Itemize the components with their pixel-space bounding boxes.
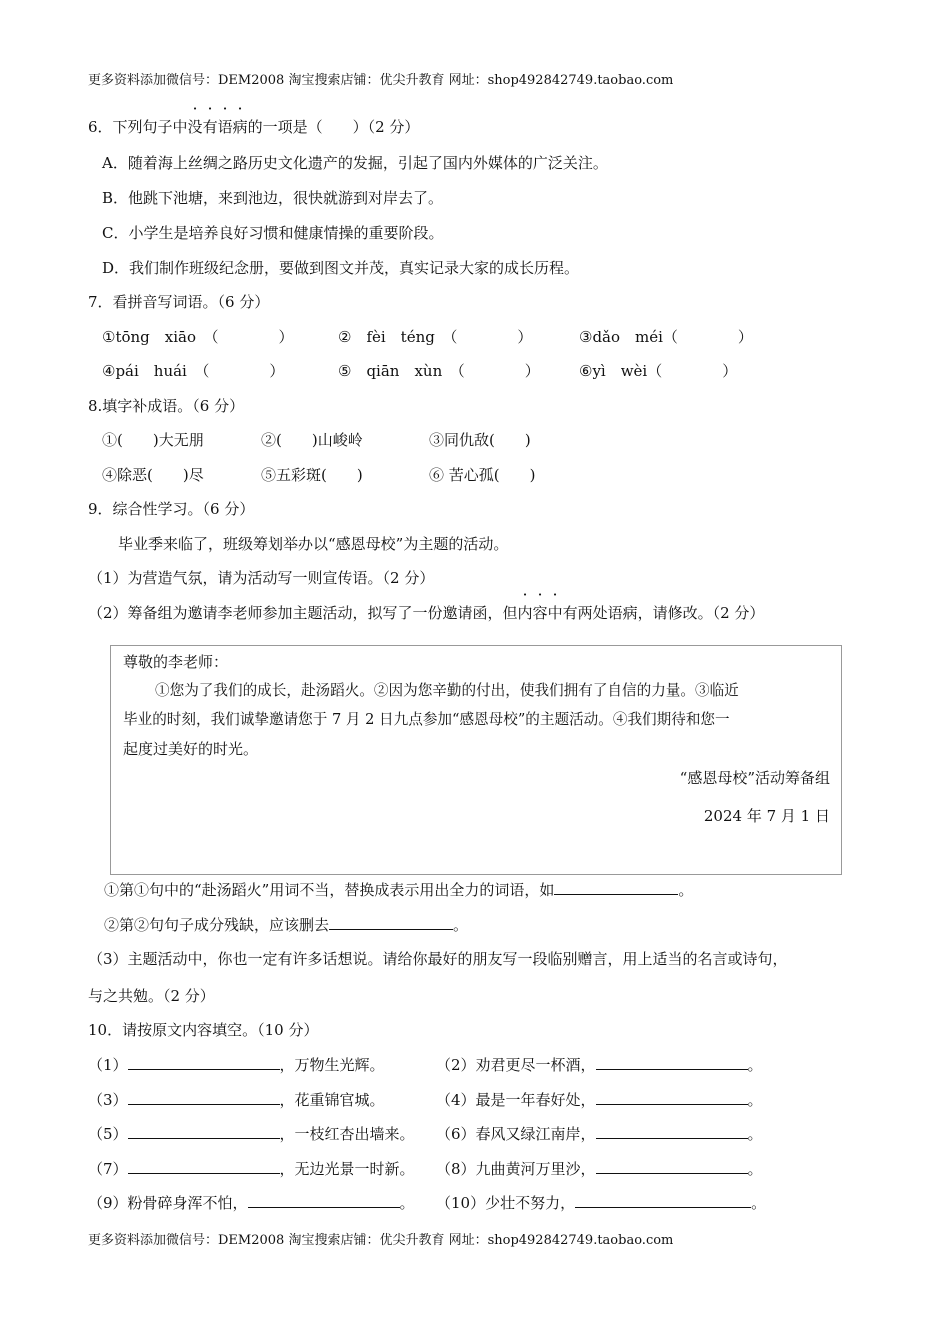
q9-sub-1-text: ①第①句中的“赴汤蹈火”用词不当，替换成表示用出全力的词语，如 (104, 881, 555, 899)
q10-item-5 (88, 1123, 415, 1145)
answer-blank[interactable] (128, 1054, 280, 1070)
q10-item-label: （7） (88, 1160, 128, 1178)
q10-item-label: （3） (88, 1091, 128, 1109)
q10-item-text: ，无边光景一时新。 (279, 1160, 415, 1178)
q10-item-text: （6）春风又绿江南岸， (436, 1125, 596, 1143)
q9-part-2-pre: （2）筹备组为邀请李老师参加主题活动，拟写了一份邀请函，但 (88, 604, 518, 622)
answer-blank[interactable] (596, 1123, 748, 1139)
letter-greeting: 尊敬的李老师： (123, 653, 229, 671)
q10-item-7 (88, 1158, 415, 1180)
answer-blank[interactable] (554, 879, 678, 895)
q10-title: 10．请按原文内容填空。（10 分） (88, 1021, 319, 1039)
q10-item-end: 。 (747, 1056, 763, 1074)
q10-item-text: （10）少壮不努力， (436, 1194, 576, 1212)
q7-item-2: ② fèi téng （ ） (338, 328, 533, 346)
answer-blank[interactable] (575, 1192, 751, 1208)
q10-item-text: ，一枝红杏出墙来。 (279, 1125, 415, 1143)
q9-sub-1-end: 。 (678, 881, 694, 899)
q6-option-b: B．他跳下池塘，来到池边，很快就游到对岸去了。 (102, 189, 444, 207)
q9-dotted-char: 内 (517, 604, 533, 622)
q9-intro: 毕业季来临了，班级筹划举办以“感恩母校”为主题的活动。 (118, 535, 509, 553)
q10-item-6 (436, 1123, 763, 1145)
q10-item-label: （1） (88, 1056, 128, 1074)
answer-blank[interactable] (248, 1192, 400, 1208)
page-footer: 更多资料添加微信号：DEM2008 淘宝搜索店铺：优尖升教育 网址：shop492842749.taobao.com (88, 1233, 674, 1248)
q9-part-2-post: 有两处语病，请修改。（2 分） (562, 604, 765, 622)
page-header: 更多资料添加微信号：DEM2008 淘宝搜索店铺：优尖升教育 网址：shop492842749.taobao.com (88, 73, 674, 88)
answer-blank[interactable] (596, 1158, 748, 1174)
answer-blank[interactable] (596, 1089, 748, 1105)
q10-item-2 (436, 1054, 763, 1076)
q8-item-2: ②( )山峻岭 (261, 431, 363, 449)
letter-line-1: ①您为了我们的成长，赴汤蹈火。②因为您辛勤的付出，使我们拥有了自信的力量。③临近 (155, 682, 739, 699)
q6-option-d: D．我们制作班级纪念册，要做到图文并茂，真实记录大家的成长历程。 (102, 259, 580, 277)
letter-line-3: 起度过美好的时光。 (123, 740, 259, 758)
q10-item-9 (88, 1192, 415, 1214)
q10-item-end: 。 (751, 1194, 767, 1212)
q10-item-end: 。 (399, 1194, 415, 1212)
q9-title: 9．综合性学习。（6 分） (88, 500, 255, 518)
q6-option-a: A．随着海上丝绸之路历史文化遗产的发掘，引起了国内外媒体的广泛关注。 (102, 154, 608, 172)
q10-item-text: ，花重锦官城。 (279, 1091, 385, 1109)
q6-option-c: C．小学生是培养良好习惯和健康情操的重要阶段。 (102, 224, 444, 242)
q8-item-1: ①( )大无朋 (102, 431, 204, 449)
q9-sub-1 (104, 879, 693, 901)
q8-item-3: ③同仇敌( ) (429, 431, 531, 449)
q10-item-3 (88, 1089, 385, 1111)
q10-item-1 (88, 1054, 385, 1076)
letter-line-2: 毕业的时刻，我们诚挚邀请您于 7 月 2 日九点参加“感恩母校”的主题活动。④我们期待和您一 (123, 711, 730, 728)
q7-item-1: ①tōng xiāo （ ） (102, 328, 294, 346)
answer-blank[interactable] (596, 1054, 748, 1070)
q10-item-end: 。 (747, 1160, 763, 1178)
q6-title (88, 116, 419, 138)
answer-blank[interactable] (128, 1089, 280, 1105)
q9-part-1: （1）为营造气氛，请为活动写一则宣传语。（2 分） (88, 569, 435, 587)
q9-dotted-char: 中 (547, 604, 563, 622)
answer-blank[interactable] (128, 1123, 280, 1139)
q6-dotted-char: 有 (202, 118, 218, 136)
q6-title-post: 的一项是（ ）（2 分） (247, 118, 420, 136)
q9-dotted-char: 容 (532, 604, 548, 622)
q8-item-6: ⑥ 苦心孤( ) (429, 466, 536, 484)
q6-dotted-char: 没 (187, 118, 203, 136)
q7-item-5: ⑤ qiān xùn （ ） (338, 362, 540, 380)
q10-item-end: 。 (747, 1125, 763, 1143)
q10-item-text: （9）粉骨碎身浑不怕， (88, 1194, 248, 1212)
q6-dotted-char: 语 (217, 118, 233, 136)
q9-sub-2-text: ②第②句句子成分残缺，应该删去 (104, 916, 330, 934)
q6-title-pre: 6．下列句子中 (88, 118, 188, 136)
q10-item-label: （5） (88, 1125, 128, 1143)
q9-sub-2 (104, 914, 468, 936)
q10-item-end: 。 (747, 1091, 763, 1109)
q9-part-3-line-2: 与之共勉。（2 分） (88, 987, 215, 1005)
q10-item-text: ，万物生光辉。 (279, 1056, 385, 1074)
q6-dotted-char: 病 (232, 118, 248, 136)
q10-item-text: （4）最是一年春好处， (436, 1091, 596, 1109)
answer-blank[interactable] (128, 1158, 280, 1174)
letter-date: 2024 年 7 月 1 日 (703, 807, 830, 825)
answer-blank[interactable] (329, 914, 453, 930)
q7-title: 7．看拼音写词语。（6 分） (88, 293, 270, 311)
q10-item-10 (436, 1192, 766, 1214)
q10-item-text: （2）劝君更尽一杯酒， (436, 1056, 596, 1074)
q10-item-4 (436, 1089, 763, 1111)
q7-item-4: ④pái huái （ ） (102, 362, 285, 380)
q10-item-text: （8）九曲黄河万里沙， (436, 1160, 596, 1178)
q7-item-6: ⑥yì wèi（ ） (579, 362, 738, 380)
letter-signature: “感恩母校”活动筹备组 (679, 769, 830, 787)
q8-item-5: ⑤五彩斑( ) (261, 466, 363, 484)
q9-sub-2-end: 。 (453, 916, 469, 934)
q9-part-2 (88, 602, 764, 624)
q8-title: 8.填字补成语。（6 分） (88, 397, 245, 415)
q9-part-3-line-1: （3）主题活动中，你也一定有许多话想说。请给你最好的朋友写一段临别赠言，用上适当的名言或诗句， (88, 950, 788, 968)
q10-item-8 (436, 1158, 763, 1180)
q7-item-3: ③dǎo méi（ ） (579, 328, 753, 346)
q8-item-4: ④除恶( )尽 (102, 466, 204, 484)
